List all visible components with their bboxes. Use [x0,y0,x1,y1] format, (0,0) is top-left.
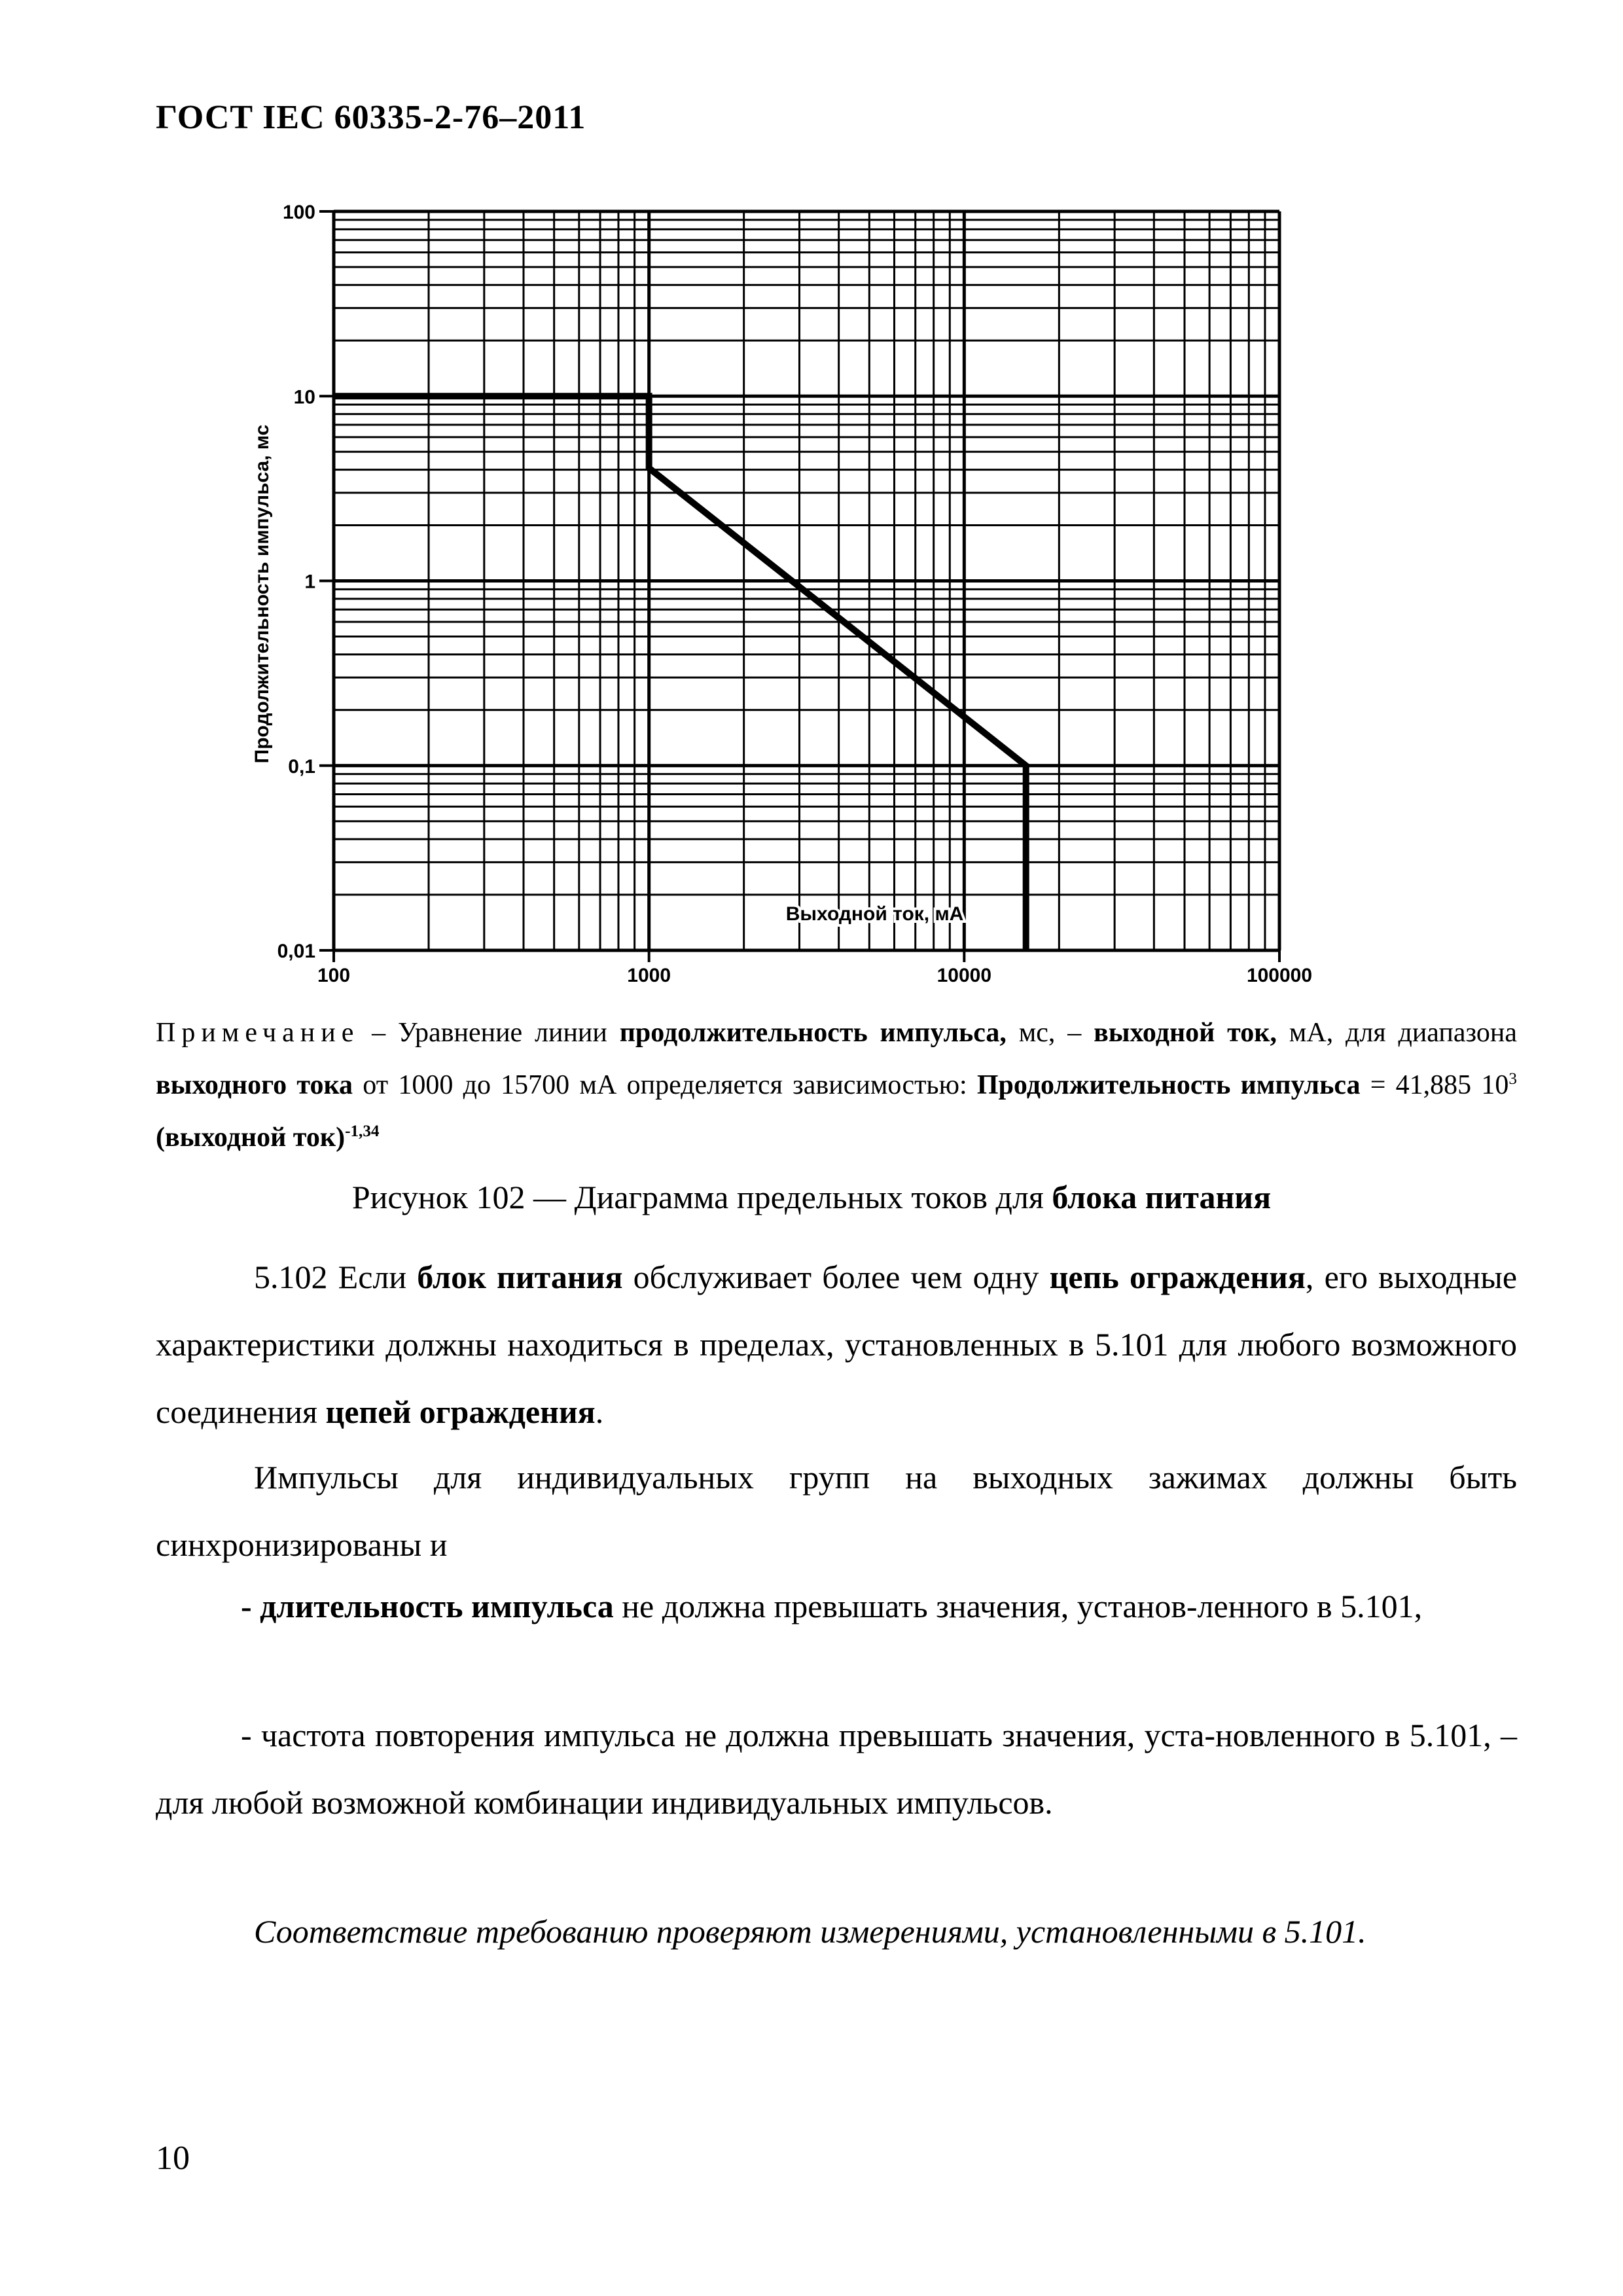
note-formula: = 41,885 10 [1360,1070,1509,1100]
y-tick-label: 0,01 [277,941,315,962]
x-tick-label: 100000 [1246,965,1313,986]
paragraph-text: - частота повторения импульса не должна превышать значения, уста-новленного в 5.101, – для любой возможной комбинации индивидуальных импульсов. [156,1717,1517,1821]
paragraph-duration [156,1573,1517,1640]
note-text: от 1000 до 15700 мА определяется зависимостью: [353,1070,977,1100]
document-header: ГОСТ IEC 60335-2-76–2011 [156,99,586,136]
y-tick-label: 1 [304,571,315,593]
note-term: продолжительность импульса, [619,1018,1007,1048]
paragraph-term: цепей ограждения [325,1393,596,1430]
figure-caption [0,1178,1623,1216]
limit-curve-line [334,396,1026,950]
caption-term: блока питания [1052,1179,1272,1215]
paragraph-term: - длительность импульса [241,1588,614,1624]
y-axis-label: Продолжительность импульса, мс [251,424,273,764]
paragraph-compliance [156,1898,1517,1965]
paragraph-text: не должна превышать значения, установ-ленного в 5.101, [613,1588,1423,1624]
chart-grid [334,211,1279,950]
paragraph-term: цепь ограждения [1049,1259,1306,1295]
note-term: выходной ток, [1094,1018,1277,1048]
note-exponent: 3 [1508,1070,1518,1088]
paragraph-text: 5.102 Если [254,1259,418,1295]
y-tick-label: 10 [293,386,315,408]
note-term: (выходной ток) [156,1122,346,1153]
figure-note [156,1007,1517,1164]
paragraph-text: обслуживает более чем одну [622,1259,1050,1295]
y-tick-label: 100 [282,202,315,223]
x-tick-label: 10000 [936,965,992,986]
paragraph-text: , его выходные характеристики должны находиться в пределах, установленных в 5.101 для любого возможного соединения [156,1259,1518,1430]
note-label: Примечание [156,1018,360,1048]
pulse-current-chart [0,0,1623,1021]
paragraph-text: Соответствие требованию проверяют измерениями, установленными в 5.101. [254,1913,1366,1950]
page-number: 10 [156,2140,190,2177]
paragraph-term: блок питания [417,1259,623,1295]
note-text: мс, – [1006,1018,1094,1048]
x-tick-label: 1000 [627,965,671,986]
y-tick-label: 0,1 [288,755,315,778]
caption-text: Рисунок 102 — Диаграмма предельных токов для [351,1179,1052,1215]
chart-ticks [277,202,1312,986]
note-text: мА, для диапазона [1276,1018,1517,1048]
x-tick-label: 100 [317,965,351,986]
paragraph-sync [156,1444,1517,1579]
note-exponent: -1,34 [345,1122,380,1140]
note-text: – Уравнение линии [359,1018,620,1048]
paragraph-5-102 [156,1244,1517,1446]
paragraph-text: . [595,1393,604,1430]
paragraph-frequency [156,1702,1517,1837]
paragraph-text: Импульсы для индивидуальных групп на выходных зажимах должны быть синхронизированы и [156,1459,1517,1563]
note-term: Продолжительность импульса [976,1070,1361,1100]
x-axis-label: Выходной ток, мА [785,903,964,925]
note-term: выходного тока [156,1070,353,1100]
chart-series [334,396,1026,950]
